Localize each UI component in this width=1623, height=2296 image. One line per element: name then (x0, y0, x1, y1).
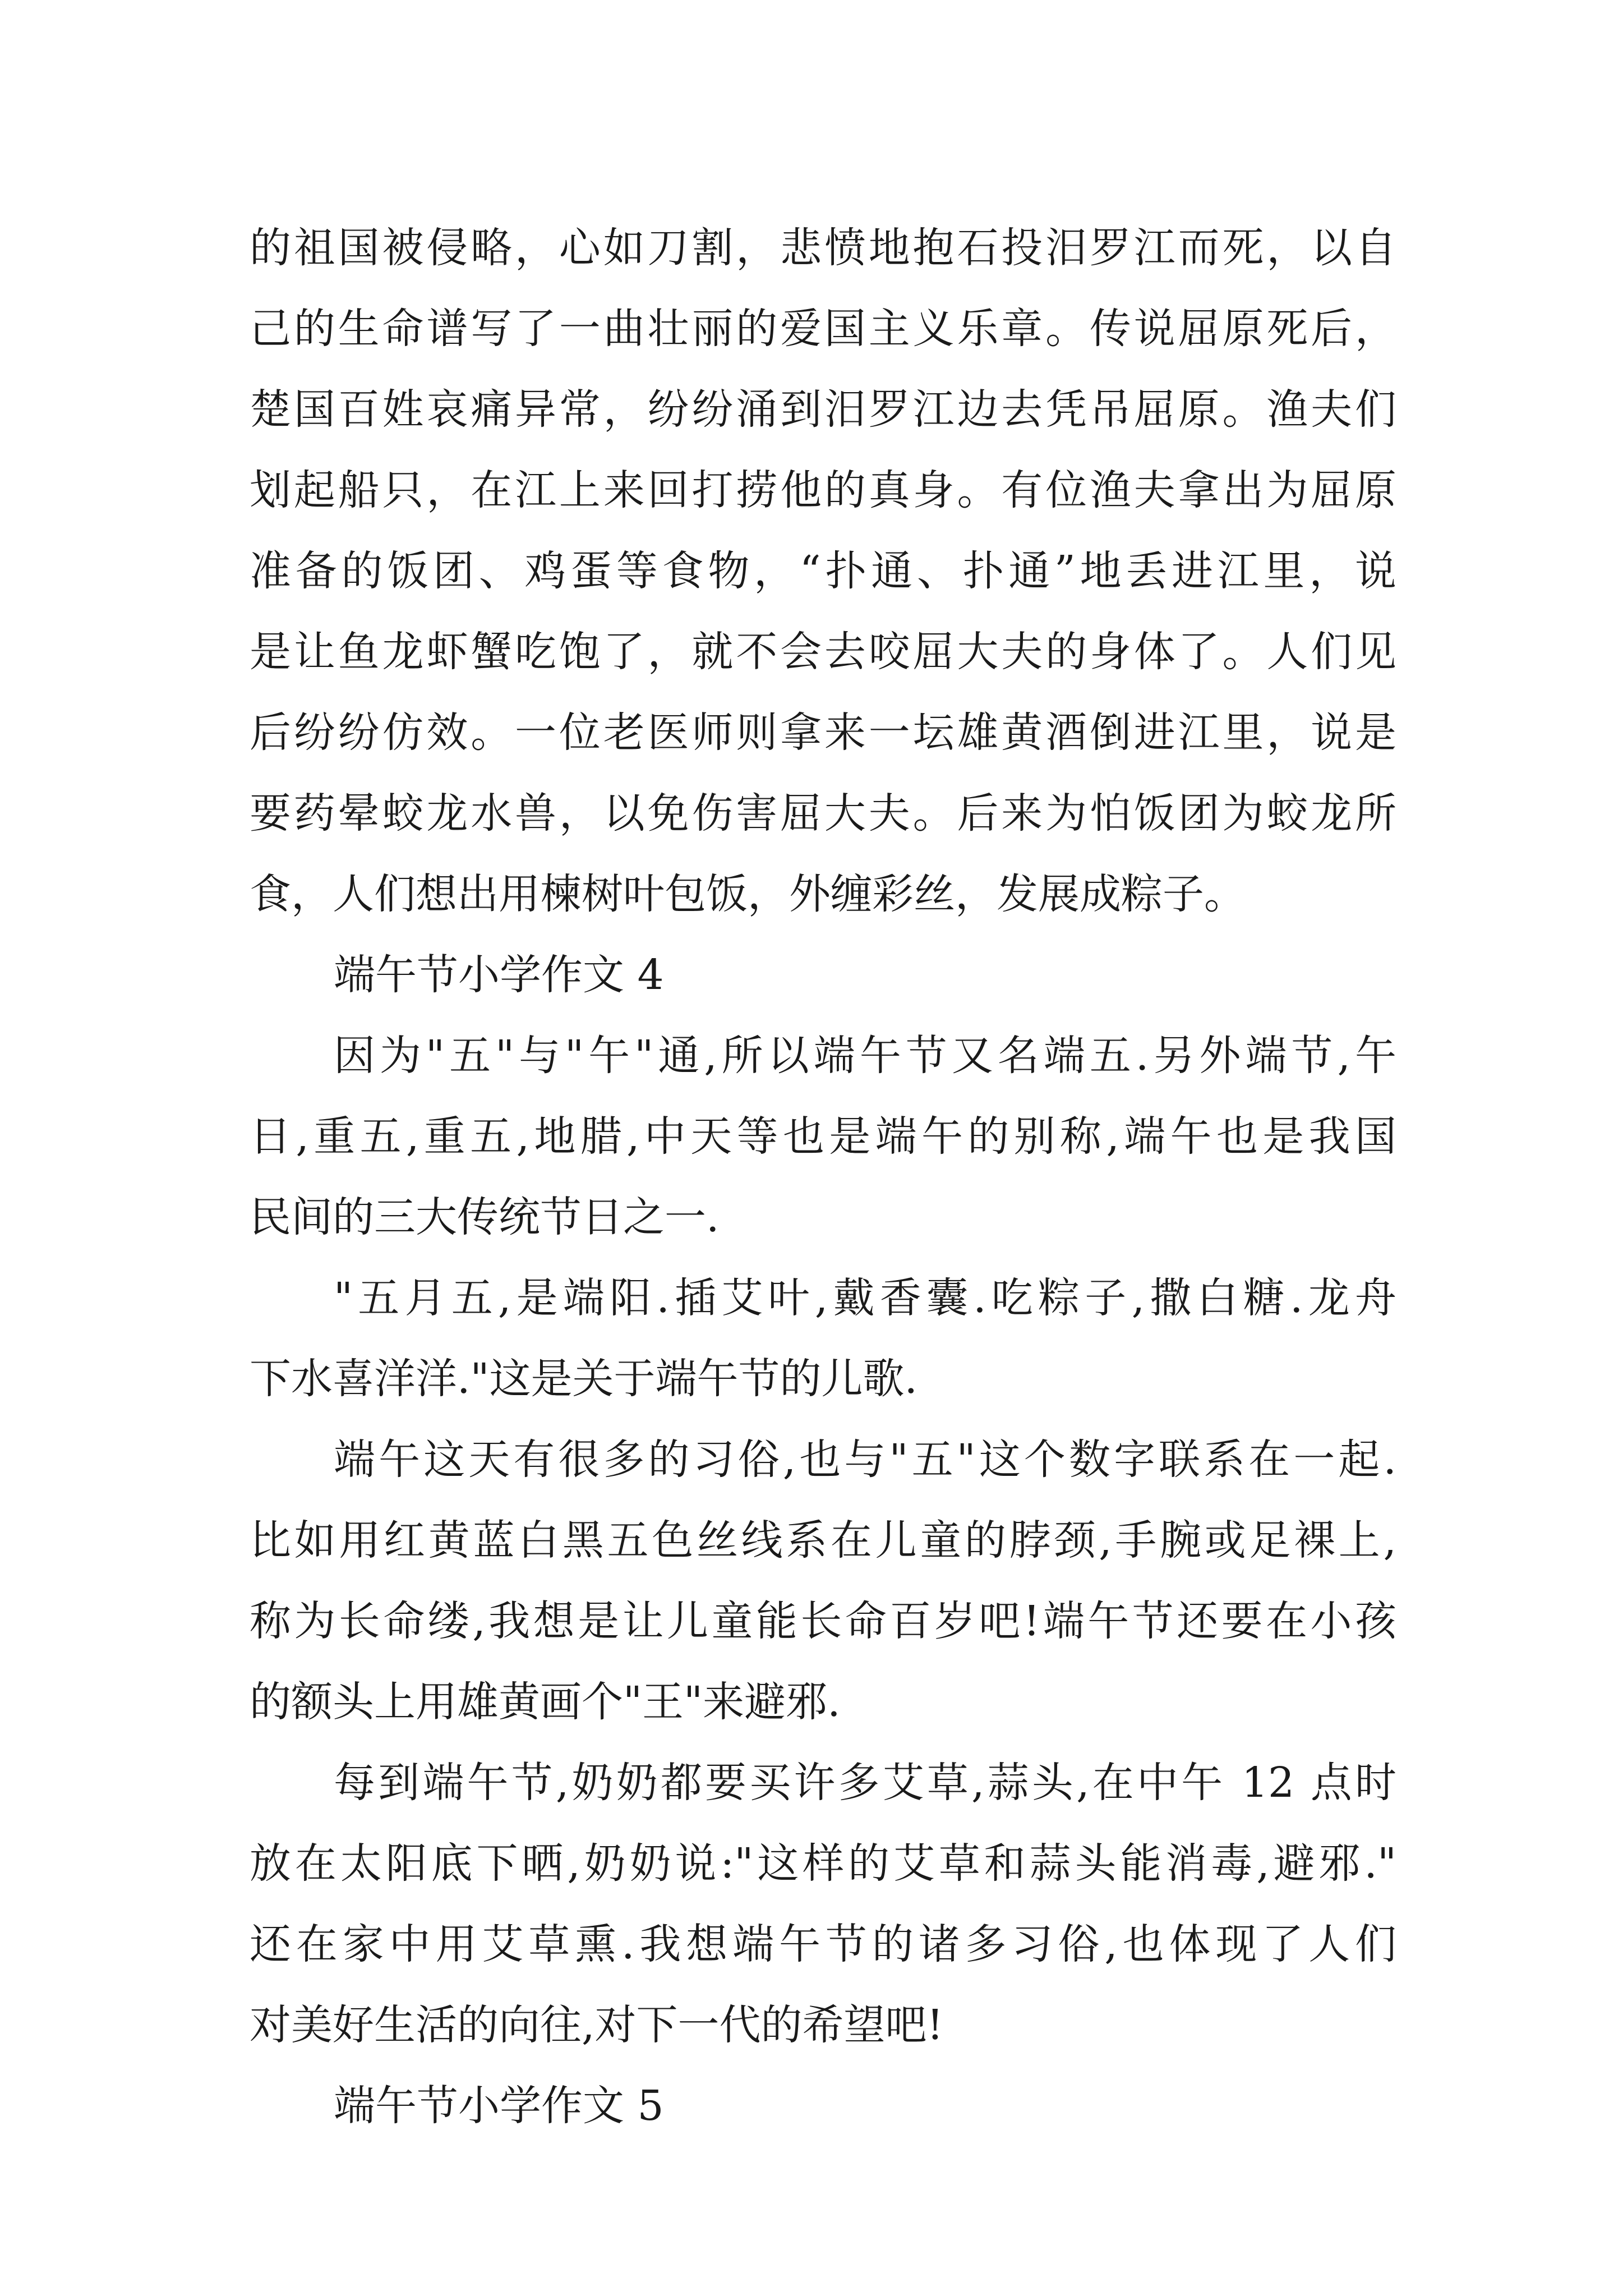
text-line: 因为"五"与"午"通,所以端午节又名端五.另外端节,午 (334, 1032, 1396, 1080)
text-line: 划起船只，在江上来回打捞他的真身。有位渔夫拿出为屈原 (250, 466, 1396, 514)
text-line: 要药晕蛟龙水兽，以免伤害屈大夫。后来为怕饭团为蛟龙所 (250, 789, 1396, 838)
text-line: 对美好生活的向往,对下一代的希望吧! (250, 2001, 944, 2049)
section-heading: 端午节小学作文 4 (334, 951, 664, 999)
text-line: 放在太阳底下晒,奶奶说:"这样的艾草和蒜头能消毒,避邪." (250, 1839, 1396, 1888)
text-line: 食，人们想出用楝树叶包饭，外缠彩丝，发展成粽子。 (250, 870, 1246, 918)
document-body (250, 208, 1396, 2146)
text-line: 准备的饭团、鸡蛋等食物，“扑通、扑通”地丢进江里，说 (250, 547, 1396, 595)
text-line: 己的生命谱写了一曲壮丽的爱国主义乐章。传说屈原死后， (250, 305, 1396, 353)
text-line: 的祖国被侵略，心如刀割，悲愤地抱石投汨罗江而死，以自 (250, 224, 1396, 272)
text-line: 后纷纷仿效。一位老医师则拿来一坛雄黄酒倒进江里，说是 (250, 708, 1396, 757)
text-line: 每到端午节,奶奶都要买许多艾草,蒜头,在中午 12 点时 (334, 1759, 1396, 1807)
text-line: 楚国百姓哀痛异常，纷纷涌到汨罗江边去凭吊屈原。渔夫们 (250, 385, 1396, 434)
text-line: 称为长命缕,我想是让儿童能长命百岁吧!端午节还要在小孩 (250, 1597, 1396, 1645)
text-line: 下水喜洋洋."这是关于端午节的儿歌. (250, 1355, 918, 1403)
section-heading: 端午节小学作文 5 (334, 2082, 664, 2130)
text-line: "五月五,是端阳.插艾叶,戴香囊.吃粽子,撒白糖.龙舟 (334, 1274, 1396, 1322)
text-line: 是让鱼龙虾蟹吃饱了，就不会去咬屈大夫的身体了。人们见 (250, 628, 1396, 676)
text-line: 比如用红黄蓝白黑五色丝线系在儿童的脖颈,手腕或足裸上, (250, 1516, 1396, 1565)
text-line: 端午这天有很多的习俗,也与"五"这个数字联系在一起. (334, 1435, 1396, 1484)
text-line: 日,重五,重五,地腊,中天等也是端午的别称,端午也是我国 (250, 1112, 1396, 1161)
text-line: 民间的三大传统节日之一. (250, 1193, 720, 1241)
text-line: 还在家中用艾草熏.我想端午节的诸多习俗,也体现了人们 (250, 1920, 1396, 1968)
text-line: 的额头上用雄黄画个"王"来避邪. (250, 1678, 841, 1726)
